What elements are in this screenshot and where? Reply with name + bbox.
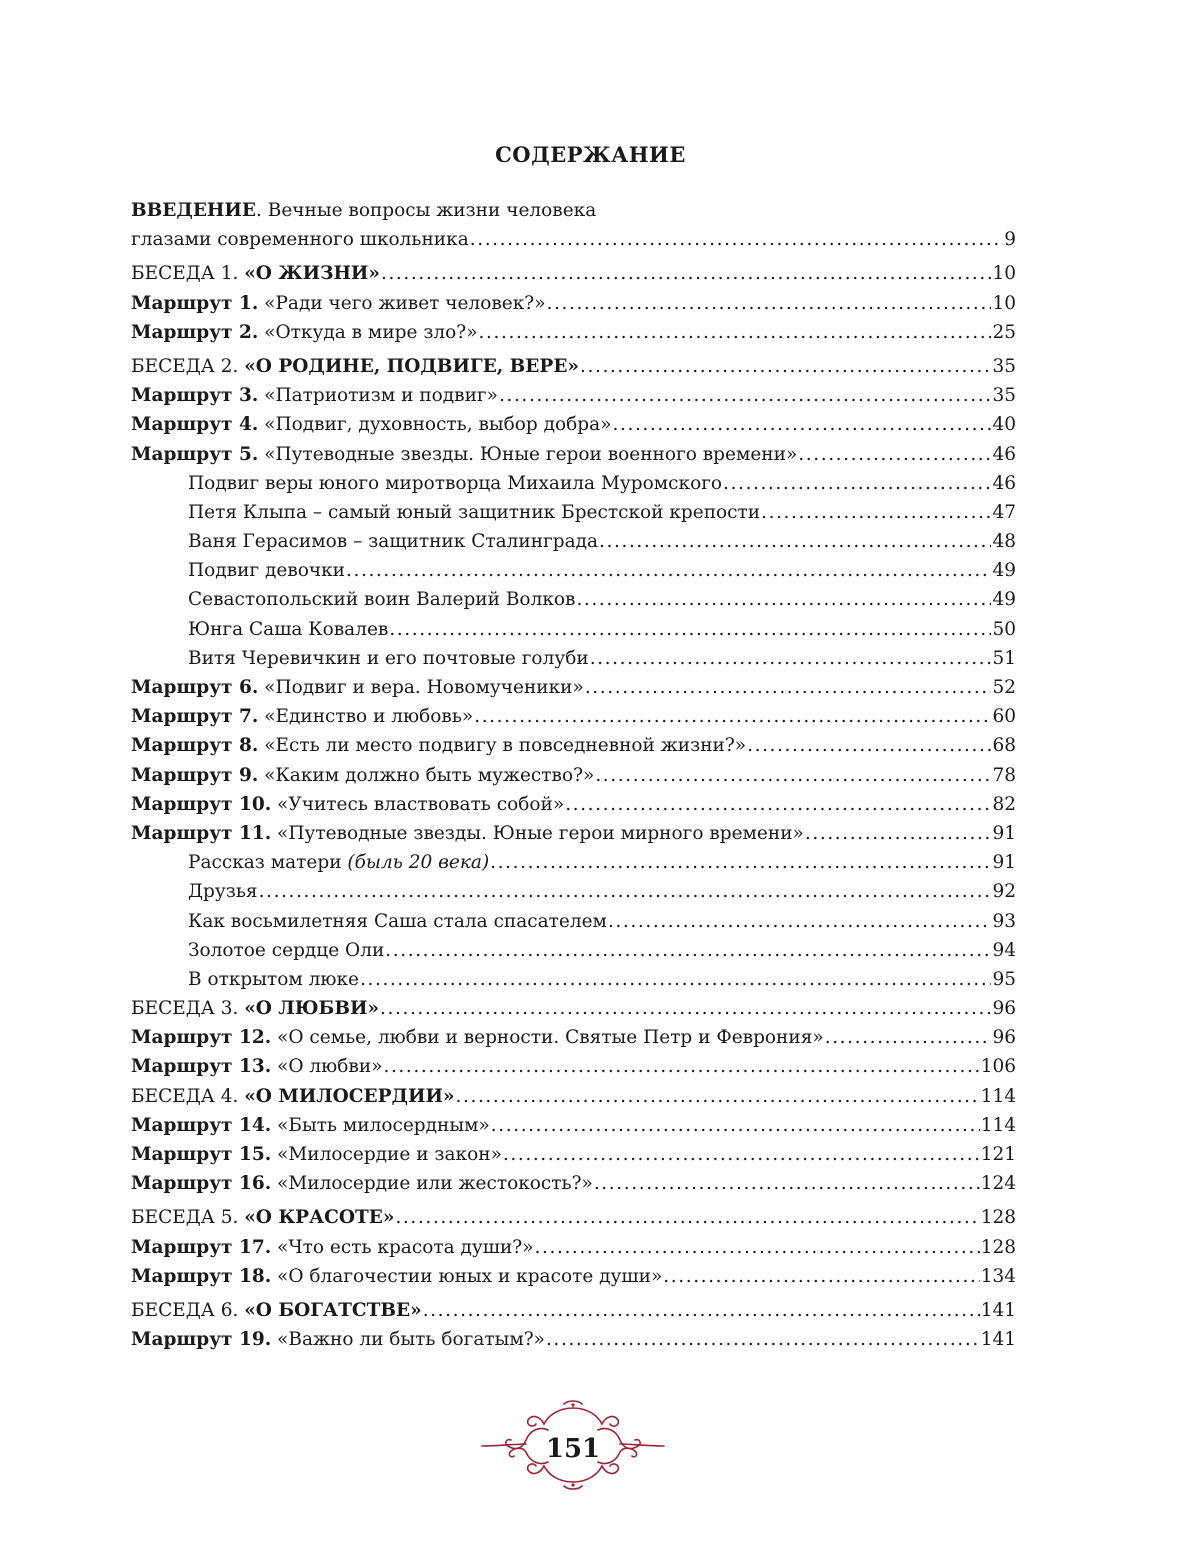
page-number: 91: [992, 822, 1016, 844]
entry-label: [131, 444, 797, 465]
page-number: 51: [992, 647, 1016, 669]
dot-leader: [798, 444, 991, 465]
route-number: Маршрут 2.: [131, 321, 259, 343]
section-title: «О МИЛОСЕРДИИ»: [244, 1085, 455, 1107]
entry-label: [131, 1300, 422, 1321]
page-number: 94: [992, 939, 1016, 961]
toc-entry-route[interactable]: [131, 1056, 1016, 1085]
entry-label: [131, 263, 380, 284]
toc-entry-section[interactable]: [131, 1300, 1016, 1329]
entry-label: [188, 852, 489, 873]
toc-entry-route[interactable]: [131, 385, 1016, 414]
page-number-folio: 151: [545, 1434, 601, 1464]
page-number: 46: [992, 472, 1016, 494]
entry-label: [188, 648, 589, 669]
entry-title: БЕСЕДА 4.: [131, 1085, 245, 1107]
route-number: Маршрут 5.: [131, 443, 259, 465]
entry-title: «Есть ли место подвигу в повседневной жизни?»: [258, 735, 747, 757]
page-number: 9: [1004, 229, 1016, 251]
entry-label: [188, 969, 359, 990]
entry-title: «Учитесь властвовать собой»: [271, 793, 565, 815]
dot-leader: [491, 1115, 980, 1136]
route-number: Маршрут 15.: [131, 1144, 272, 1165]
entry-label: [131, 677, 584, 698]
page-number: 35: [992, 355, 1016, 377]
dot-leader: [723, 473, 991, 494]
page-number: 141: [980, 1299, 1016, 1321]
dot-leader: [595, 765, 991, 786]
entry-title: «Патриотизм и подвиг»: [258, 385, 498, 407]
page-number: 49: [992, 560, 1016, 582]
entry-title: «Ради чего живет человек?»: [258, 292, 546, 314]
intro-heading: [131, 200, 1016, 229]
entry-label: [131, 823, 804, 844]
entry-title: «О благочестии юных и красоте души»: [271, 1265, 663, 1287]
page-number: 25: [992, 321, 1016, 343]
page-number: 46: [992, 443, 1016, 465]
entry-title: Севастопольский воин Валерий Волков: [188, 589, 576, 611]
entry-title: Петя Клыпа – самый юный защитник Брестской крепости: [188, 501, 761, 523]
page-number: 91: [992, 852, 1016, 874]
dot-leader: [546, 1329, 980, 1350]
entry-label: [131, 385, 498, 406]
entry-label: [131, 293, 546, 314]
entry-label: [188, 940, 384, 961]
section-title: «О КРАСОТЕ»: [244, 1207, 395, 1229]
entry-label: [188, 473, 722, 494]
page-number: 96: [992, 1027, 1016, 1049]
route-number: Маршрут 10.: [131, 793, 272, 815]
page-number: 128: [980, 1207, 1016, 1229]
entry-label: [131, 1329, 545, 1350]
toc-subentry[interactable]: [131, 473, 1016, 502]
entry-title: БЕСЕДА 5.: [131, 1207, 245, 1229]
entry-label: [131, 1173, 593, 1194]
dot-leader: [590, 648, 992, 669]
entry-title: БЕСЕДА 2.: [131, 355, 245, 377]
entry-label: [131, 322, 478, 343]
entry-title: «Единство и любовь»: [258, 706, 474, 728]
entry-title: «Быть милосердным»: [271, 1114, 490, 1136]
route-number: Маршрут 13.: [131, 1056, 272, 1078]
toc-subentry[interactable]: [131, 531, 1016, 560]
entry-title: Подвиг веры юного миротворца Михаила Муромского: [188, 472, 723, 494]
entry-label: [188, 881, 258, 902]
page-number: 141: [980, 1329, 1016, 1351]
entry-title: «Милосердие или жестокость?»: [271, 1173, 593, 1195]
toc-subentry[interactable]: [131, 619, 1016, 648]
page-number: 92: [992, 881, 1016, 903]
toc-subentry[interactable]: [131, 911, 1016, 940]
route-number: Маршрут 9.: [131, 764, 259, 786]
entry-label: [188, 502, 760, 523]
entry-title: Рассказ матери: [188, 852, 348, 874]
toc-entry-route[interactable]: [131, 293, 1016, 322]
entry-title: В открытом люке: [188, 968, 359, 990]
route-number: Маршрут 4.: [131, 414, 259, 436]
entry-title: Витя Черевичкин и его почтовые голуби: [188, 647, 589, 669]
page-folio: [478, 1400, 668, 1490]
dot-leader: [547, 293, 992, 314]
entry-title: «Откуда в мире зло?»: [258, 321, 478, 343]
dot-leader: [565, 794, 991, 815]
dot-leader: [580, 356, 991, 377]
toc-entry-section[interactable]: [131, 356, 1016, 385]
route-number: Маршрут 1.: [131, 292, 259, 314]
dot-leader: [805, 823, 992, 844]
table-of-contents: [131, 200, 1016, 1358]
toc-entry-route[interactable]: [131, 735, 1016, 764]
dot-leader: [608, 911, 992, 932]
dot-leader: [381, 263, 991, 284]
entry-label: [131, 1086, 455, 1107]
dot-leader: [395, 1207, 979, 1228]
entry-label: [188, 531, 598, 552]
dot-leader: [346, 560, 991, 581]
toc-entry-route[interactable]: [131, 794, 1016, 823]
dot-leader: [360, 969, 991, 990]
dot-leader: [663, 1266, 979, 1287]
dot-leader: [761, 502, 991, 523]
section-title: «О БОГАТСТВЕ»: [244, 1299, 422, 1321]
entry-label: [131, 706, 473, 727]
page-number: 40: [992, 414, 1016, 436]
entry-title: «Каким должно быть мужество?»: [258, 764, 595, 786]
toc-subentry[interactable]: [131, 648, 1016, 677]
page-number: 134: [980, 1265, 1016, 1287]
entry-title: БЕСЕДА 6.: [131, 1299, 245, 1321]
toc-entry-route[interactable]: [131, 1144, 1016, 1173]
route-number: Маршрут 19.: [131, 1329, 272, 1351]
page-number: 10: [992, 263, 1016, 285]
toc-subentry[interactable]: [131, 852, 1016, 881]
dot-leader: [389, 619, 991, 640]
dot-leader: [383, 1056, 979, 1077]
page-number: 49: [992, 589, 1016, 611]
page-number: 35: [992, 385, 1016, 407]
page-number: 114: [980, 1114, 1016, 1136]
entry-title: Подвиг девочки: [188, 560, 345, 582]
toc-subentry[interactable]: [131, 560, 1016, 589]
entry-label: [131, 735, 746, 756]
dot-leader: [470, 229, 1003, 250]
route-number: Маршрут 7.: [131, 706, 259, 728]
entry-title: «Подвиг и вера. Новомученики»: [258, 677, 584, 698]
intro-title-line2: глазами современного школьника: [131, 229, 469, 251]
dot-leader: [594, 1173, 980, 1194]
page-number: 78: [992, 764, 1016, 786]
toc-entry-section[interactable]: [131, 1086, 1016, 1115]
dot-leader: [499, 385, 992, 406]
entry-label: [131, 1144, 502, 1165]
toc-entry-section[interactable]: [131, 263, 1016, 292]
route-number: Маршрут 17.: [131, 1236, 272, 1258]
entry-label: [188, 560, 345, 581]
entry-title: Юнга Саша Ковалев: [188, 618, 389, 640]
entry-title: «Путеводные звезды. Юные герои мирного времени»: [271, 822, 804, 844]
entry-label: [131, 414, 612, 435]
toc-entry-route[interactable]: [131, 1237, 1016, 1266]
page-number: 68: [992, 735, 1016, 757]
toc-list: [131, 263, 1016, 1358]
entry-title: Друзья: [188, 881, 258, 903]
entry-label: [188, 619, 388, 640]
page-number: 93: [992, 910, 1016, 932]
page-number: 10: [992, 292, 1016, 314]
dot-leader: [423, 1300, 980, 1321]
entry-title: Ваня Герасимов – защитник Сталинграда: [188, 531, 599, 553]
entry-subtitle: (быль 20 века): [347, 852, 490, 874]
route-number: Маршрут 6.: [131, 677, 259, 698]
dot-leader: [490, 852, 991, 873]
toc-entry-route[interactable]: [131, 1173, 1016, 1202]
entry-label: [131, 998, 379, 1019]
entry-label: [131, 1266, 662, 1287]
page-number: 50: [992, 618, 1016, 640]
toc-entry-route[interactable]: [131, 765, 1016, 794]
dot-leader: [585, 677, 992, 698]
entry-label: [131, 1027, 824, 1048]
toc-subentry[interactable]: [131, 969, 1016, 998]
page-number: 121: [980, 1144, 1016, 1165]
entry-label: [131, 356, 579, 377]
toc-entry-route[interactable]: [131, 1329, 1016, 1358]
entry-title: «О семье, любви и верности. Святые Петр и Феврония»: [271, 1027, 824, 1049]
toc-entry-section[interactable]: [131, 998, 1016, 1027]
dot-leader: [613, 414, 992, 435]
dot-leader: [747, 735, 991, 756]
route-number: Маршрут 14.: [131, 1114, 272, 1136]
entry-label: [131, 794, 564, 815]
toc-entry-route[interactable]: [131, 823, 1016, 852]
entry-label: [131, 1115, 490, 1136]
section-title: «О РОДИНЕ, ПОДВИГЕ, ВЕРЕ»: [244, 355, 579, 377]
page-number: 114: [980, 1085, 1016, 1107]
toc-entry-route[interactable]: [131, 414, 1016, 443]
entry-title: Как восьмилетняя Саша стала спасателем: [188, 910, 607, 932]
entry-title: «Подвиг, духовность, выбор добра»: [258, 414, 612, 436]
dot-leader: [474, 706, 991, 727]
entry-title: «Что есть красота души?»: [271, 1236, 534, 1258]
dot-leader: [385, 940, 991, 961]
section-title: «О ЖИЗНИ»: [244, 263, 380, 285]
dot-leader: [535, 1237, 980, 1258]
intro-label: ВВЕДЕНИЕ: [131, 200, 256, 221]
page-number: 106: [980, 1056, 1016, 1078]
route-number: Маршрут 18.: [131, 1265, 272, 1287]
dot-leader: [259, 881, 992, 902]
dot-leader: [576, 589, 991, 610]
dot-leader: [599, 531, 991, 552]
entry-title: «Путеводные звезды. Юные герои военного времени»: [258, 443, 798, 465]
dot-leader: [825, 1027, 992, 1048]
toc-subentry[interactable]: [131, 940, 1016, 969]
page-number: 124: [980, 1173, 1016, 1195]
entry-label: [188, 911, 607, 932]
entry-label: [188, 589, 575, 610]
page-title: СОДЕРЖАНИЕ: [495, 142, 686, 167]
entry-title: «Важно ли быть богатым?»: [271, 1329, 545, 1351]
toc-entry-route[interactable]: [131, 444, 1016, 473]
route-number: Маршрут 11.: [131, 822, 272, 844]
entry-title: «Милосердие и закон»: [271, 1144, 502, 1165]
route-number: Маршрут 12.: [131, 1027, 272, 1049]
page-number: 52: [992, 677, 1016, 698]
entry-label: [131, 1056, 382, 1077]
entry-title: БЕСЕДА 3.: [131, 998, 245, 1020]
section-title: «О ЛЮБВИ»: [244, 998, 380, 1020]
toc-entry-route[interactable]: [131, 706, 1016, 735]
toc-subentry[interactable]: [131, 589, 1016, 618]
toc-entry-route[interactable]: [131, 677, 1016, 706]
route-number: Маршрут 3.: [131, 385, 259, 407]
page-number: 96: [992, 998, 1016, 1020]
page-number: 82: [992, 793, 1016, 815]
route-number: Маршрут 16.: [131, 1173, 272, 1195]
page-number: 48: [992, 531, 1016, 553]
dot-leader: [456, 1086, 980, 1107]
entry-title: БЕСЕДА 1.: [131, 263, 245, 285]
dot-leader: [380, 998, 991, 1019]
entry-title: «О любви»: [271, 1056, 383, 1078]
intro-title-line1: . Вечные вопросы жизни человека: [255, 200, 597, 221]
page-number: 60: [992, 706, 1016, 728]
entry-label: [131, 1237, 534, 1258]
entry-label: [131, 1207, 394, 1228]
toc-subentry[interactable]: [131, 502, 1016, 531]
toc-entry-route[interactable]: [131, 322, 1016, 351]
toc-entry-section[interactable]: [131, 1207, 1016, 1236]
toc-entry-route[interactable]: [131, 1266, 1016, 1295]
route-number: Маршрут 8.: [131, 735, 259, 757]
dot-leader: [479, 322, 992, 343]
toc-entry-route[interactable]: [131, 1115, 1016, 1144]
page-number: 95: [992, 968, 1016, 990]
page-number: 47: [992, 501, 1016, 523]
dot-leader: [503, 1144, 980, 1165]
page-number: 128: [980, 1236, 1016, 1258]
toc-entry-intro[interactable]: [131, 229, 1016, 258]
entry-title: Золотое сердце Оли: [188, 939, 385, 961]
toc-subentry[interactable]: [131, 881, 1016, 910]
entry-label: [131, 765, 594, 786]
toc-entry-route[interactable]: [131, 1027, 1016, 1056]
